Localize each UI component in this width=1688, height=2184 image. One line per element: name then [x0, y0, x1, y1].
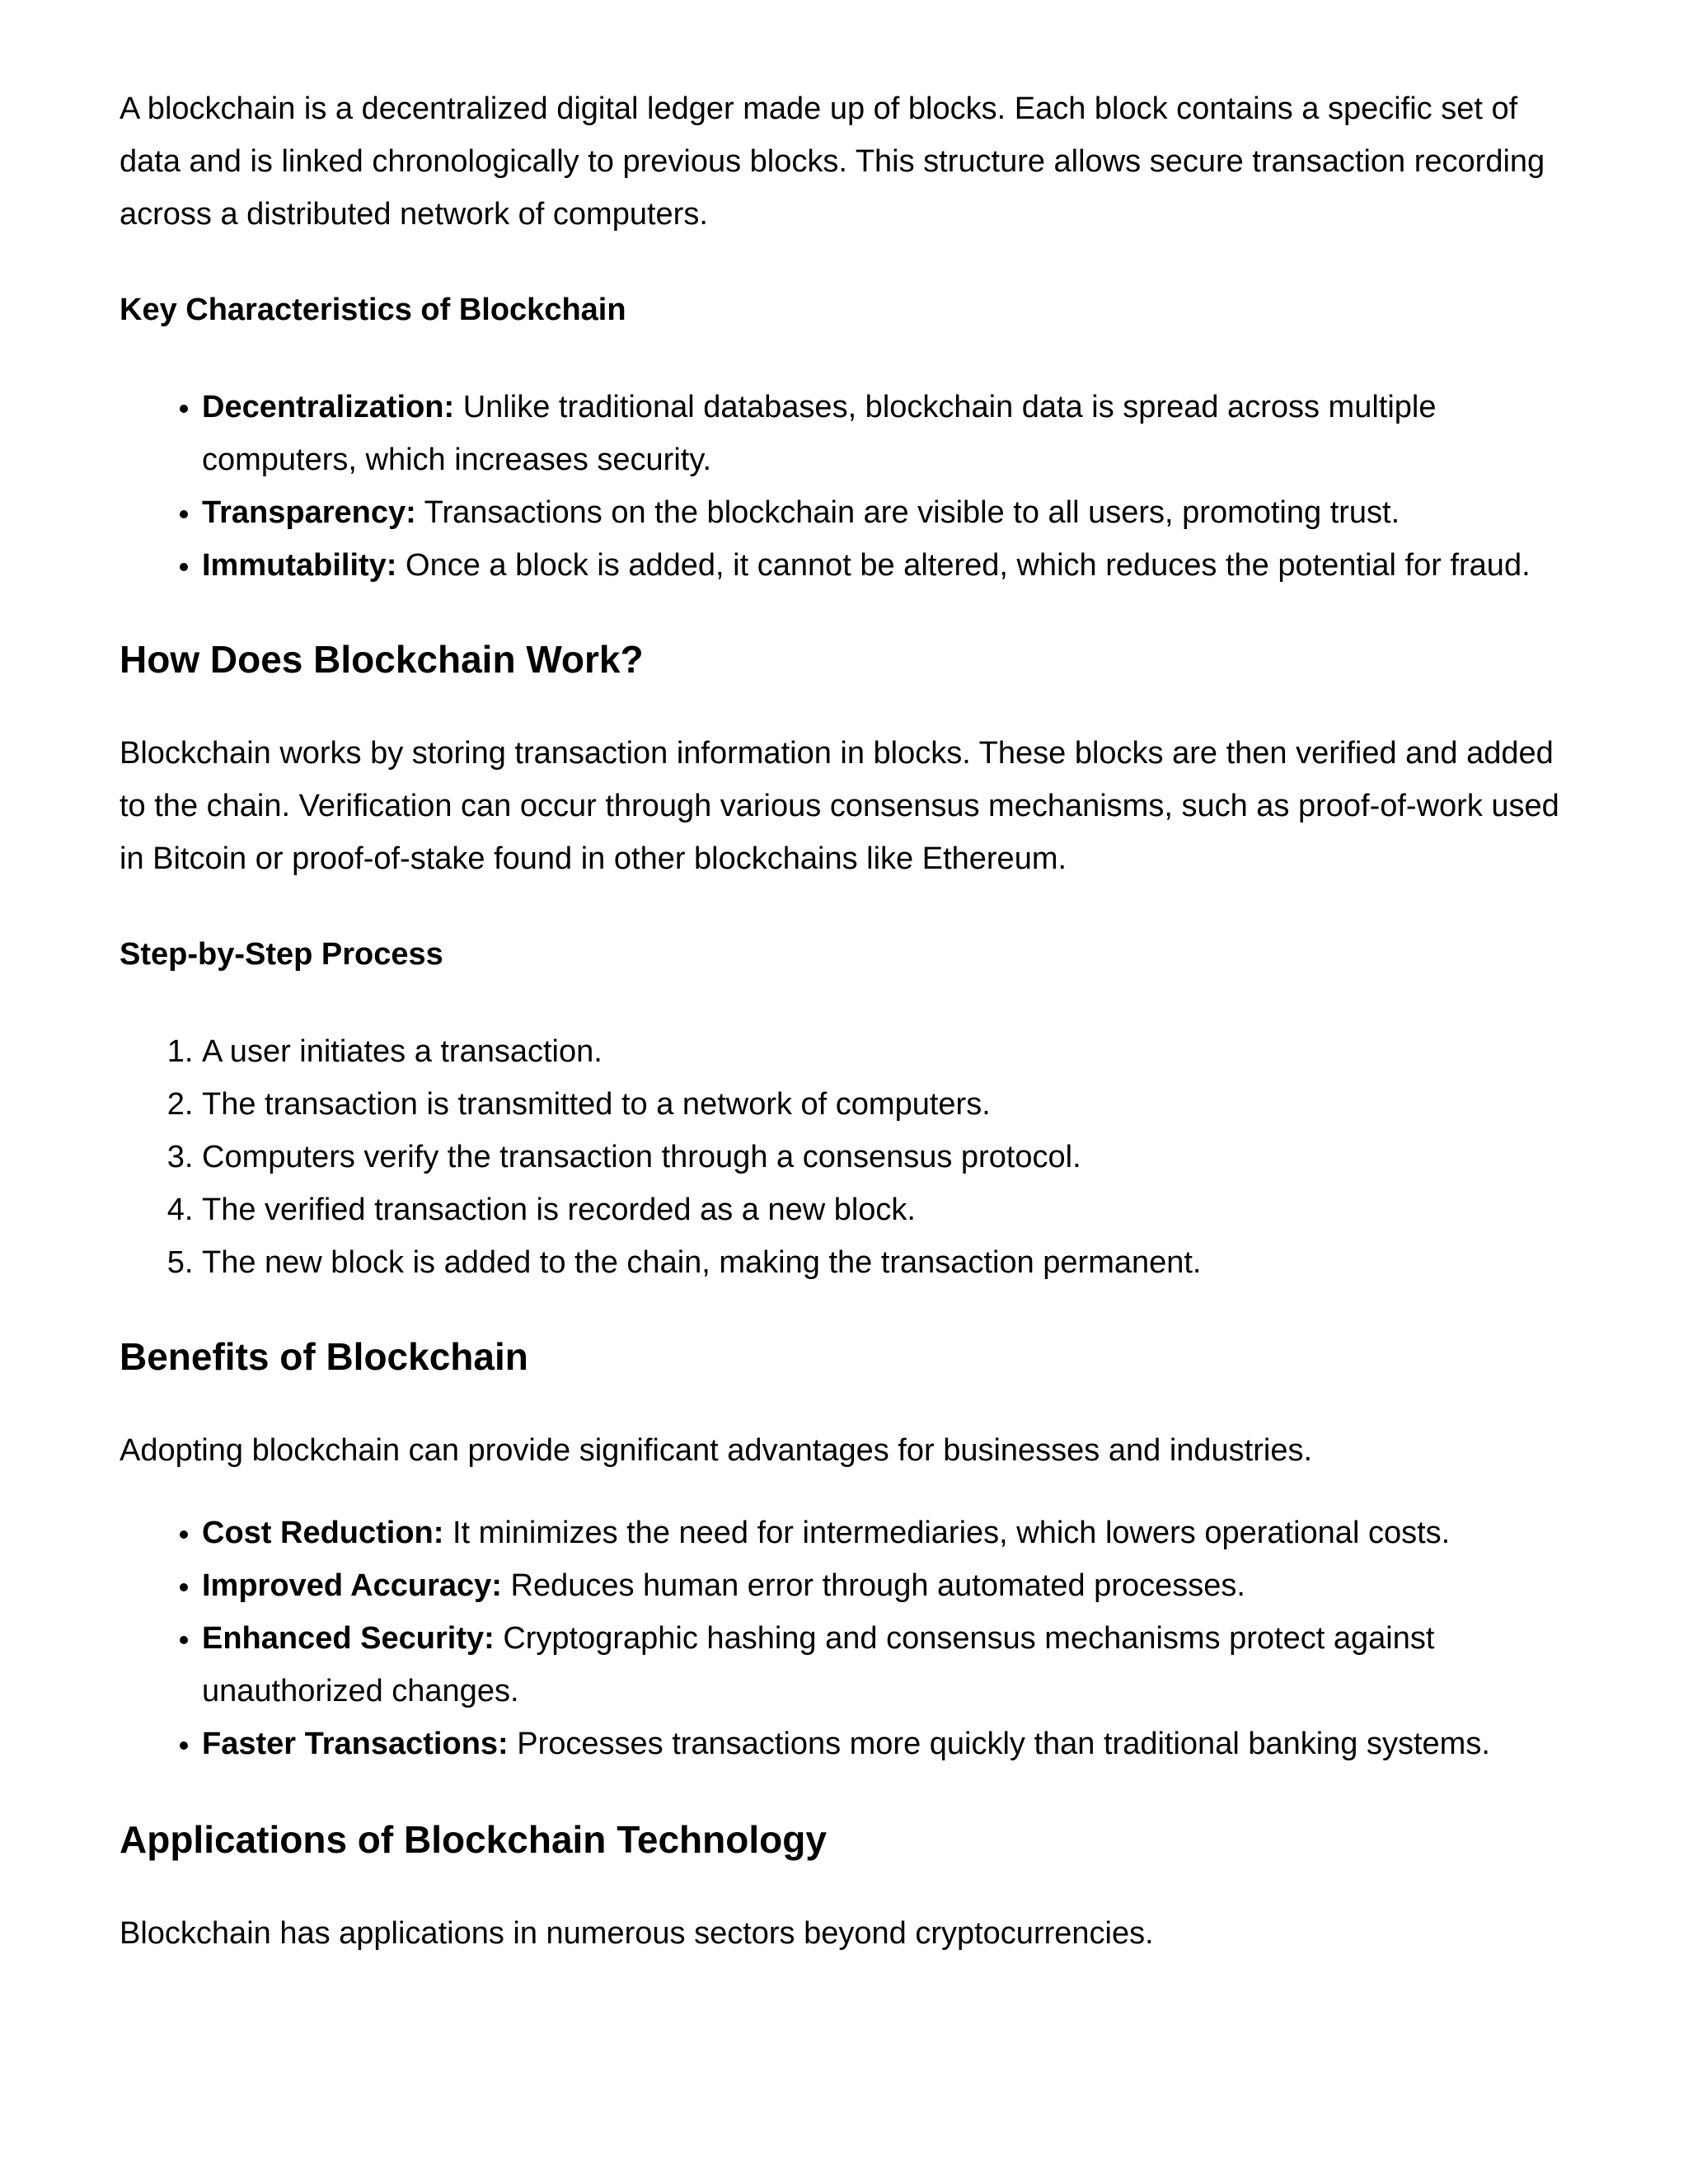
list-item-text: Unlike traditional databases, blockchain data is spread across multiple computers, which increases security.	[202, 390, 1437, 477]
list-item-text: Cryptographic hashing and consensus mechanisms protect against unauthorized changes.	[202, 1621, 1435, 1708]
key-characteristics-list	[120, 381, 1573, 592]
list-item-text: Reduces human error through automated processes.	[501, 1568, 1245, 1603]
list-item-term: Enhanced Security:	[202, 1621, 495, 1656]
list-item-term: Decentralization:	[202, 390, 455, 424]
list-item	[202, 539, 1573, 592]
list-item-term: Faster Transactions:	[202, 1727, 509, 1761]
list-item-term: Improved Accuracy:	[202, 1568, 502, 1603]
process-step: 5. The new block is added to the chain, making the transaction permanent.	[202, 1236, 1573, 1289]
how-it-works-paragraph: Blockchain works by storing transaction information in blocks. These blocks are then verified and added to the chain. Verification can occur through various consensus mechanisms, such as proof-of-work used in Bitcoin or proof-of-stake found in other blockchains like Ethereum.	[120, 736, 1559, 876]
process-step: 2. The transaction is transmitted to a network of computers.	[202, 1078, 1573, 1131]
list-item	[202, 381, 1573, 486]
process-step: 4. The verified transaction is recorded as a new block.	[202, 1183, 1573, 1236]
benefits-heading: Benefits of Blockchain	[120, 1335, 528, 1378]
process-steps-list	[120, 1025, 1573, 1289]
list-item-text: Processes transactions more quickly than traditional banking systems.	[508, 1727, 1490, 1761]
list-item-term: Transparency:	[202, 495, 416, 530]
list-item	[202, 486, 1573, 539]
list-item	[202, 1718, 1573, 1770]
how-it-works-heading: How Does Blockchain Work?	[120, 638, 644, 681]
applications-paragraph: Blockchain has applications in numerous sectors beyond cryptocurrencies.	[120, 1916, 1154, 1951]
list-item	[202, 1612, 1573, 1718]
process-heading: Step-by-Step Process	[120, 937, 443, 972]
list-item-text: Once a block is added, it cannot be altered, which reduces the potential for fraud.	[396, 548, 1531, 583]
list-item	[202, 1507, 1573, 1559]
list-item-term: Immutability:	[202, 548, 397, 583]
applications-heading: Applications of Blockchain Technology	[120, 1818, 827, 1861]
list-item-text: Transactions on the blockchain are visible to all users, promoting trust.	[415, 495, 1400, 530]
list-item	[202, 1559, 1573, 1612]
key-characteristics-heading: Key Characteristics of Blockchain	[120, 293, 626, 327]
process-step: 3. Computers verify the transaction through a consensus protocol.	[202, 1131, 1573, 1183]
intro-paragraph: A blockchain is a decentralized digital ledger made up of blocks. Each block contains a specific set of data and is linked chronologically to previous blocks. This structure allows secure transaction recording across a distributed network of computers.	[120, 91, 1545, 232]
benefits-paragraph: Adopting blockchain can provide significant advantages for businesses and industries.	[120, 1433, 1313, 1468]
process-step: 1. A user initiates a transaction.	[202, 1025, 1573, 1078]
benefits-list	[120, 1507, 1573, 1770]
list-item-text: It minimizes the need for intermediaries, which lowers operational costs.	[443, 1516, 1451, 1550]
list-item-term: Cost Reduction:	[202, 1516, 444, 1550]
